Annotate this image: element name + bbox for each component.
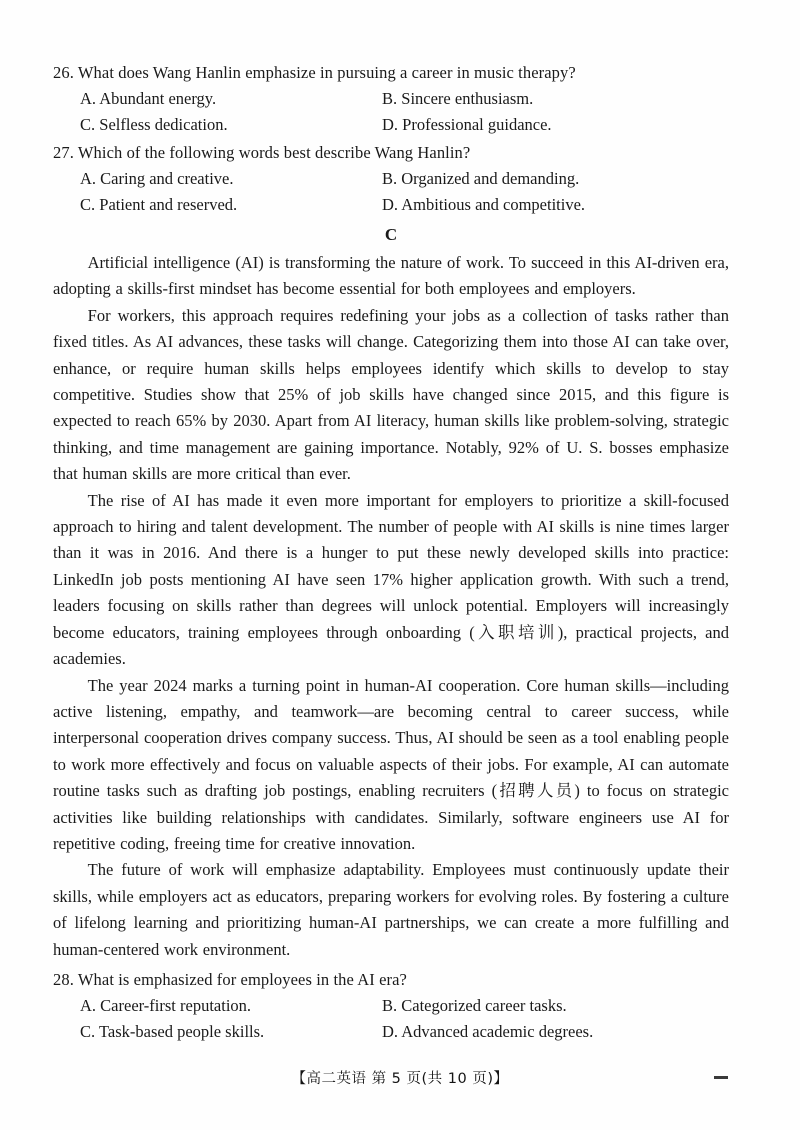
option-label: Abundant energy. — [99, 89, 217, 108]
option-letter: A. — [80, 169, 97, 188]
question-27 — [53, 140, 729, 218]
passage-paragraph-1: Artificial intelligence (AI) is transforming the nature of work. To succeed in this AI-driven era, adopting a skills-first mindset has become essential for both employees and employers. — [53, 253, 729, 299]
option-row — [53, 1019, 729, 1045]
passage-section-letter: C — [384, 225, 398, 244]
option-letter: C. — [80, 195, 96, 214]
passage-paragraph-4: The year 2024 marks a turning point in human-AI cooperation. Core human skills—including active listening, empathy, and teamwork—are becoming central to career success, while interpersonal cooperation drives company success. Thus, AI should be seen as a tool enabling people to work more effectively and focus on valuable aspects of their jobs. For example, AI can automate routine tasks such as drafting job postings, enabling recruiters (招聘人员) to focus on strategic activities like building relationships with candidates. Similarly, software engineers use AI for repetitive coding, freeing time for creative innovation. — [53, 675, 729, 853]
page-edge-mark-icon — [714, 1076, 728, 1079]
question-27-text: Which of the following words best describe Wang Hanlin? — [77, 143, 471, 162]
question-27-stem — [53, 140, 729, 166]
option-27-a[interactable] — [80, 166, 234, 192]
page-content — [53, 60, 729, 1047]
option-28-d[interactable] — [382, 1019, 593, 1045]
option-letter: B. — [382, 169, 398, 188]
option-label: Career-first reputation. — [100, 995, 252, 1015]
question-27-options — [53, 166, 729, 218]
question-28-options — [53, 993, 729, 1045]
option-26-c[interactable] — [80, 112, 228, 138]
question-28 — [53, 967, 729, 1045]
option-26-d[interactable] — [382, 112, 552, 138]
option-letter: C. — [80, 115, 96, 134]
option-label: Categorized career tasks. — [401, 995, 567, 1015]
question-28-stem — [53, 967, 729, 993]
option-26-b[interactable] — [382, 86, 533, 112]
option-letter: B. — [382, 995, 398, 1015]
option-label: Advanced academic degrees. — [401, 1021, 594, 1041]
question-28-text: What is emphasized for employees in the AI era? — [77, 969, 407, 989]
option-letter: B. — [382, 89, 398, 108]
option-label: Caring and creative. — [100, 169, 234, 188]
option-27-d[interactable] — [382, 192, 585, 218]
option-letter: A. — [80, 995, 97, 1015]
option-row — [53, 112, 729, 138]
option-row — [53, 86, 729, 112]
option-label: Task-based people skills. — [98, 1021, 265, 1041]
option-letter: D. — [382, 115, 399, 134]
page-footer: 【高二英语 第 5 页(共 10 页)】 — [291, 1071, 509, 1087]
question-27-number: 27. — [53, 143, 74, 162]
option-letter: C. — [80, 1021, 96, 1041]
option-label: Ambitious and competitive. — [401, 195, 586, 214]
option-28-b[interactable] — [382, 993, 567, 1019]
option-26-a[interactable] — [80, 86, 216, 112]
option-label: Sincere enthusiasm. — [401, 89, 534, 108]
question-26-text: What does Wang Hanlin emphasize in pursuing a career in music therapy? — [77, 63, 576, 82]
question-26-number: 26. — [53, 63, 74, 82]
question-26 — [53, 60, 729, 138]
option-row — [53, 192, 729, 218]
question-26-stem — [53, 60, 729, 86]
option-label: Selfless dedication. — [99, 115, 228, 134]
option-row — [53, 993, 729, 1019]
option-label: Professional guidance. — [402, 115, 552, 134]
option-letter: D. — [382, 195, 399, 214]
option-row — [53, 166, 729, 192]
option-label: Organized and demanding. — [401, 169, 580, 188]
option-27-b[interactable] — [382, 166, 579, 192]
option-28-c[interactable] — [80, 1019, 264, 1045]
question-26-options — [53, 86, 729, 138]
passage-paragraph-5: The future of work will emphasize adaptability. Employees must continuously update their skills, while employers act as educators, preparing workers for evolving roles. By fostering a culture of lifelong learning and prioritizing human-AI partnerships, we can create a more fulfilling and human-centered work environment. — [53, 860, 729, 959]
passage-paragraph-2: For workers, this approach requires redefining your jobs as a collection of tasks rather than fixed titles. As AI advances, these tasks will change. Categorizing them into those AI can take over, enhance, or require human skills helps employees identify which skills to develop to stay competitive. Studies show that 25% of job skills have changed since 2015, and this figure is expected to reach 65% by 2030. Apart from AI literacy, human skills like problem-solving, strategic thinking, and time management are gaining importance. Notably, 92% of U. S. bosses emphasize that human skills are more critical than ever. — [53, 305, 729, 484]
option-label: Patient and reserved. — [99, 195, 238, 214]
question-28-number: 28. — [53, 969, 74, 989]
option-letter: A. — [80, 89, 97, 108]
option-letter: D. — [382, 1021, 399, 1041]
option-27-c[interactable] — [80, 192, 237, 218]
option-28-a[interactable] — [80, 993, 251, 1019]
passage-paragraph-3: The rise of AI has made it even more important for employers to prioritize a skill-focused approach to hiring and talent development. The number of people with AI skills is nine times larger than it was in 2016. And there is a hunger to put these newly developed skills into practice: LinkedIn job posts mentioning AI have seen 17% higher application growth. With such a trend, leaders focusing on skills rather than degrees will unlock potential. Employers will increasingly become educators, training employees through onboarding (入职培训), practical projects, and academies. — [53, 490, 729, 669]
